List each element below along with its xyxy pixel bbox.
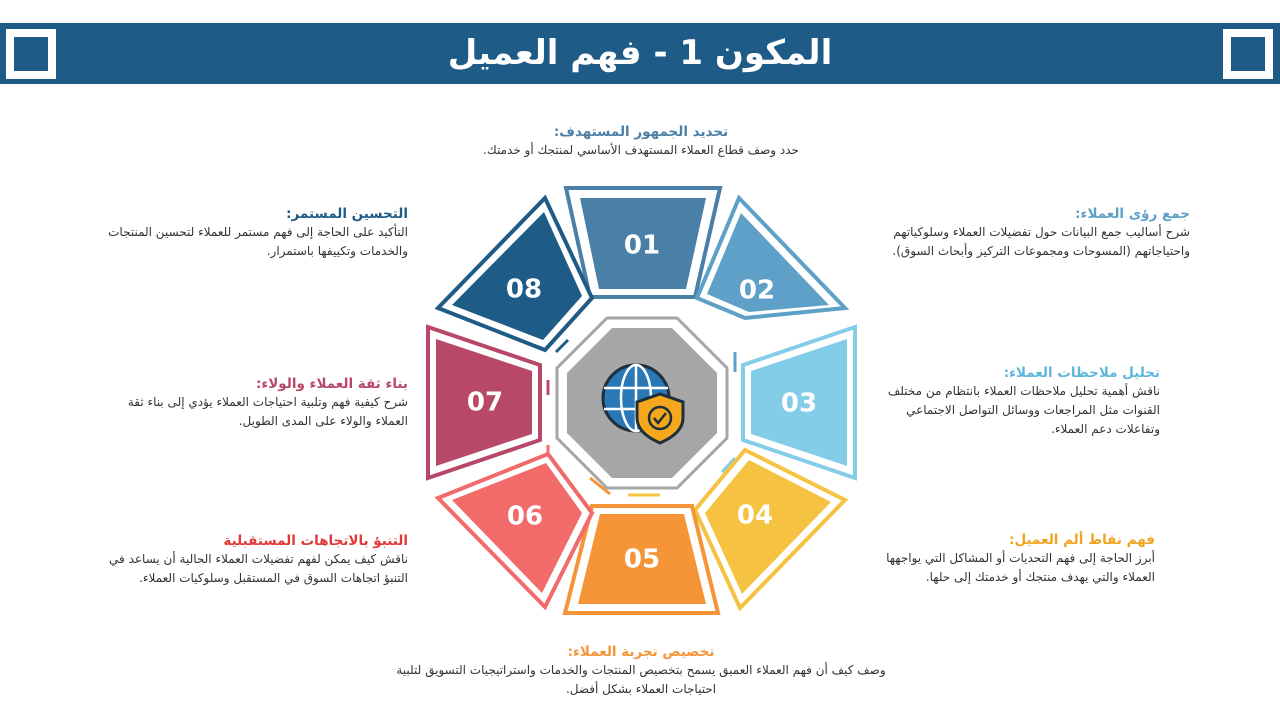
segment-number: 04 <box>736 500 774 531</box>
segment-08 <box>438 198 592 350</box>
segment-description: حدد وصف قطاع العملاء المستهدف الأساسي لمنتجك أو خدمتك. <box>483 143 799 157</box>
segment-01-text <box>440 123 842 160</box>
segment-description: أبرز الحاجة إلى فهم التحديات أو المشاكل التي يواجهها العملاء والتي يهدف منتجك أو خدمتك إلى حلها. <box>886 551 1155 584</box>
segment-number: 08 <box>505 274 543 305</box>
segment-description: وصف كيف أن فهم العملاء العميق يسمح بتخصيص المنتجات والخدمات واستراتيجيات التسويق لتلبية احتياجات العملاء بشكل أفضل. <box>396 663 886 696</box>
segment-heading: تحليل ملاحظات العملاء: <box>1003 365 1160 381</box>
segment-heading: تخصيص تجربة العملاء: <box>567 644 715 660</box>
segment-02-text <box>870 205 1190 261</box>
segment-description: التأكيد على الحاجة إلى فهم مستمر للعملاء لتحسين المنتجات والخدمات وتكييفها باستمرار. <box>108 225 408 258</box>
segment-07 <box>428 327 540 478</box>
segment-04-text <box>870 531 1155 587</box>
segment-number: 01 <box>623 230 661 261</box>
segment-06 <box>438 454 592 607</box>
segment-01 <box>566 188 720 297</box>
page-title: المكون 1 - فهم العميل <box>447 33 833 73</box>
segment-heading: التحسين المستمر: <box>286 206 408 222</box>
segment-heading: فهم نقاط ألم العميل: <box>1009 532 1155 548</box>
segment-heading: جمع رؤى العملاء: <box>1075 206 1190 222</box>
segment-description: شرح كيفية فهم وتلبية احتياجات العملاء يؤدي إلى بناء ثقة العملاء والولاء على المدى الطويل. <box>127 395 408 428</box>
segment-number: 02 <box>738 275 776 306</box>
segment-heading: التنبؤ بالاتجاهات المستقبلية <box>223 533 408 549</box>
segment-05-text <box>395 643 887 699</box>
segment-description: ناقش كيف يمكن لفهم تفضيلات العملاء الحالية أن يساعد في التنبؤ اتجاهات السوق في المستقبل وسلوكيات العملاء. <box>109 552 408 585</box>
segment-description: ناقش أهمية تحليل ملاحظات العملاء بانتظام من مختلف القنوات مثل المراجعات ووسائل التواصل الاجتماعي وتفاعلات دعم العملاء. <box>887 384 1160 436</box>
segment-heading: بناء ثقة العملاء والولاء: <box>255 376 408 392</box>
segment-heading: تحديد الجمهور المستهدف: <box>553 124 729 140</box>
segment-02 <box>697 198 845 318</box>
segment-08-text <box>100 205 408 261</box>
segment-number: 05 <box>623 544 661 575</box>
segment-06-text <box>100 532 408 588</box>
segment-04 <box>695 450 845 608</box>
segment-number: 06 <box>506 501 544 532</box>
segment-03-text <box>870 364 1160 439</box>
segment-number: 07 <box>466 387 504 418</box>
segment-07-text <box>105 375 408 431</box>
segment-number: 03 <box>780 388 818 419</box>
segment-description: شرح أساليب جمع البيانات حول تفضيلات العملاء وسلوكياتهم واحتياجاتهم (المسوحات ومجموعات التركيز وأبحاث السوق). <box>892 225 1190 258</box>
